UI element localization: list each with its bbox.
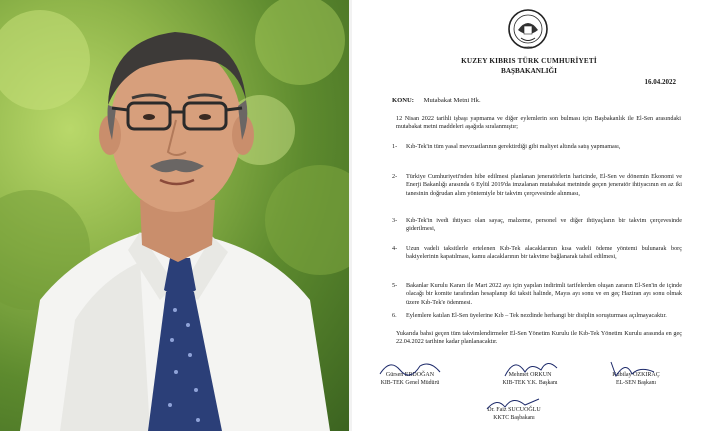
- closing-paragraph: Yukarıda bahsi geçen tüm takvimlendirmeler El-Sen Yönetim Kurulu ile Kıb-Tek Yönetim Kurulu arasında en geç 22.04.2022 tarihine kadar planlanacaktır.: [396, 330, 682, 346]
- signature-block: [370, 372, 450, 387]
- handwritten-signature: [370, 356, 450, 378]
- subject-line: [392, 97, 481, 106]
- list-item: [392, 143, 682, 151]
- signatory-title: KKTC Başbakanı: [493, 414, 535, 421]
- item-number: 5-: [392, 282, 398, 289]
- signatory-title: KIB-TEK Genel Müdürü: [380, 379, 440, 386]
- item-text: Eylemlere katılan El-Sen üyelerine Kıb – Tek nezdinde herhangi bir disiplin soruşturması açılmayacaktır.: [406, 312, 667, 319]
- item-number: 6.: [392, 312, 397, 319]
- item-number: 3-: [392, 217, 398, 224]
- protocol-document: [352, 0, 706, 431]
- signature-block: [596, 372, 676, 387]
- item-number: 4-: [392, 245, 398, 252]
- signatory-name: Mehmet ORKUN: [508, 372, 552, 378]
- item-number: 2-: [392, 173, 398, 180]
- list-item: [392, 173, 682, 198]
- state-seal-icon: [507, 8, 549, 50]
- portrait-photo: [0, 0, 349, 431]
- item-text: Bakanlar Kurulu Kararı ile Mart 2022 ayı için yapılan indirimli tarifelerden oluşan zararın El-Sen'in de içinde olacağı bir komite tarafından hesaplanıp iki taksit halinde, Mayıs ayı sonu ve en geç Haziran ayı sonu olmak üzere Kıb-Tek'e ödenmesi.: [406, 282, 682, 306]
- list-item: [392, 282, 682, 307]
- signatory-name: Gürsen ERDOĞAN: [385, 372, 435, 378]
- signatory-name: Dr. Faiz SUCUOĞLU: [487, 407, 541, 413]
- signatory-title: EL-SEN Başkanı: [615, 379, 657, 386]
- office-header: BAŞBAKANLIĞI: [501, 67, 557, 75]
- item-text: Uzun vadeli taksitlerle ertelenen Kıb-Tek alacaklarının kısa vadeli ödeme yöntemi bulunarak borç bakiyelerinin kapatılması, kamu alacaklarının bir takvime bağlanarak tahsil edilmesi,: [406, 245, 682, 261]
- handwritten-signature: [596, 356, 676, 378]
- document-date: 16.04.2022: [644, 78, 676, 86]
- subject-text: Mutabakat Metni Hk.: [423, 97, 481, 104]
- handwritten-signature: [479, 391, 549, 413]
- item-text: Kıb-Tek'in tüm yasal mevzuatlarının gerektirdiği gibi maliyet altında satış yapmaması,: [406, 143, 621, 150]
- subject-label: KONU:: [392, 97, 414, 104]
- signature-block: [485, 372, 575, 387]
- signature-block: [479, 407, 549, 422]
- signatory-title: KIB-TEK Y.K. Başkanı: [502, 379, 558, 386]
- handwritten-signature: [485, 356, 575, 378]
- list-item: [392, 245, 682, 262]
- list-item: [392, 312, 682, 320]
- item-text: Kıb-Tek'in ivedi ihtiyacı olan sayaç, malzeme, personel ve diğer ihtiyaçların bir takvim çerçevesinde giderilmesi,: [406, 217, 682, 233]
- intro-paragraph: 12 Nisan 2022 tarihli işbaşı yapmama ve diğer eylemlerin son bulması için Başbakanlık ile El-Sen arasındaki mutabakat metni maddeleri aşağıda sıralanmıştır;: [396, 115, 681, 131]
- item-number: 1-: [392, 143, 398, 150]
- svg-text:1983: 1983: [524, 45, 532, 49]
- portrait-illustration: [0, 0, 349, 431]
- signatory-name: Kubilay ÖZKIRAÇ: [612, 372, 660, 378]
- list-item: [392, 217, 682, 234]
- government-header: KUZEY KIBRIS TÜRK CUMHURİYETİ: [461, 57, 597, 65]
- item-text: Türkiye Cumhuriyeti'nden hibe edilmesi planlanan jeneratörlerin haricinde, El-Sen ve dönemin Ekonomi ve Enerji Bakanlığı arasında 6 Eylül 2019'da imzalanan mutabakat metninde geçen jeneratör ihtiyacının en az iki tanesinin doğrudan alım yöntemiyle bir takvim çerçevesinde alınması,: [406, 173, 682, 197]
